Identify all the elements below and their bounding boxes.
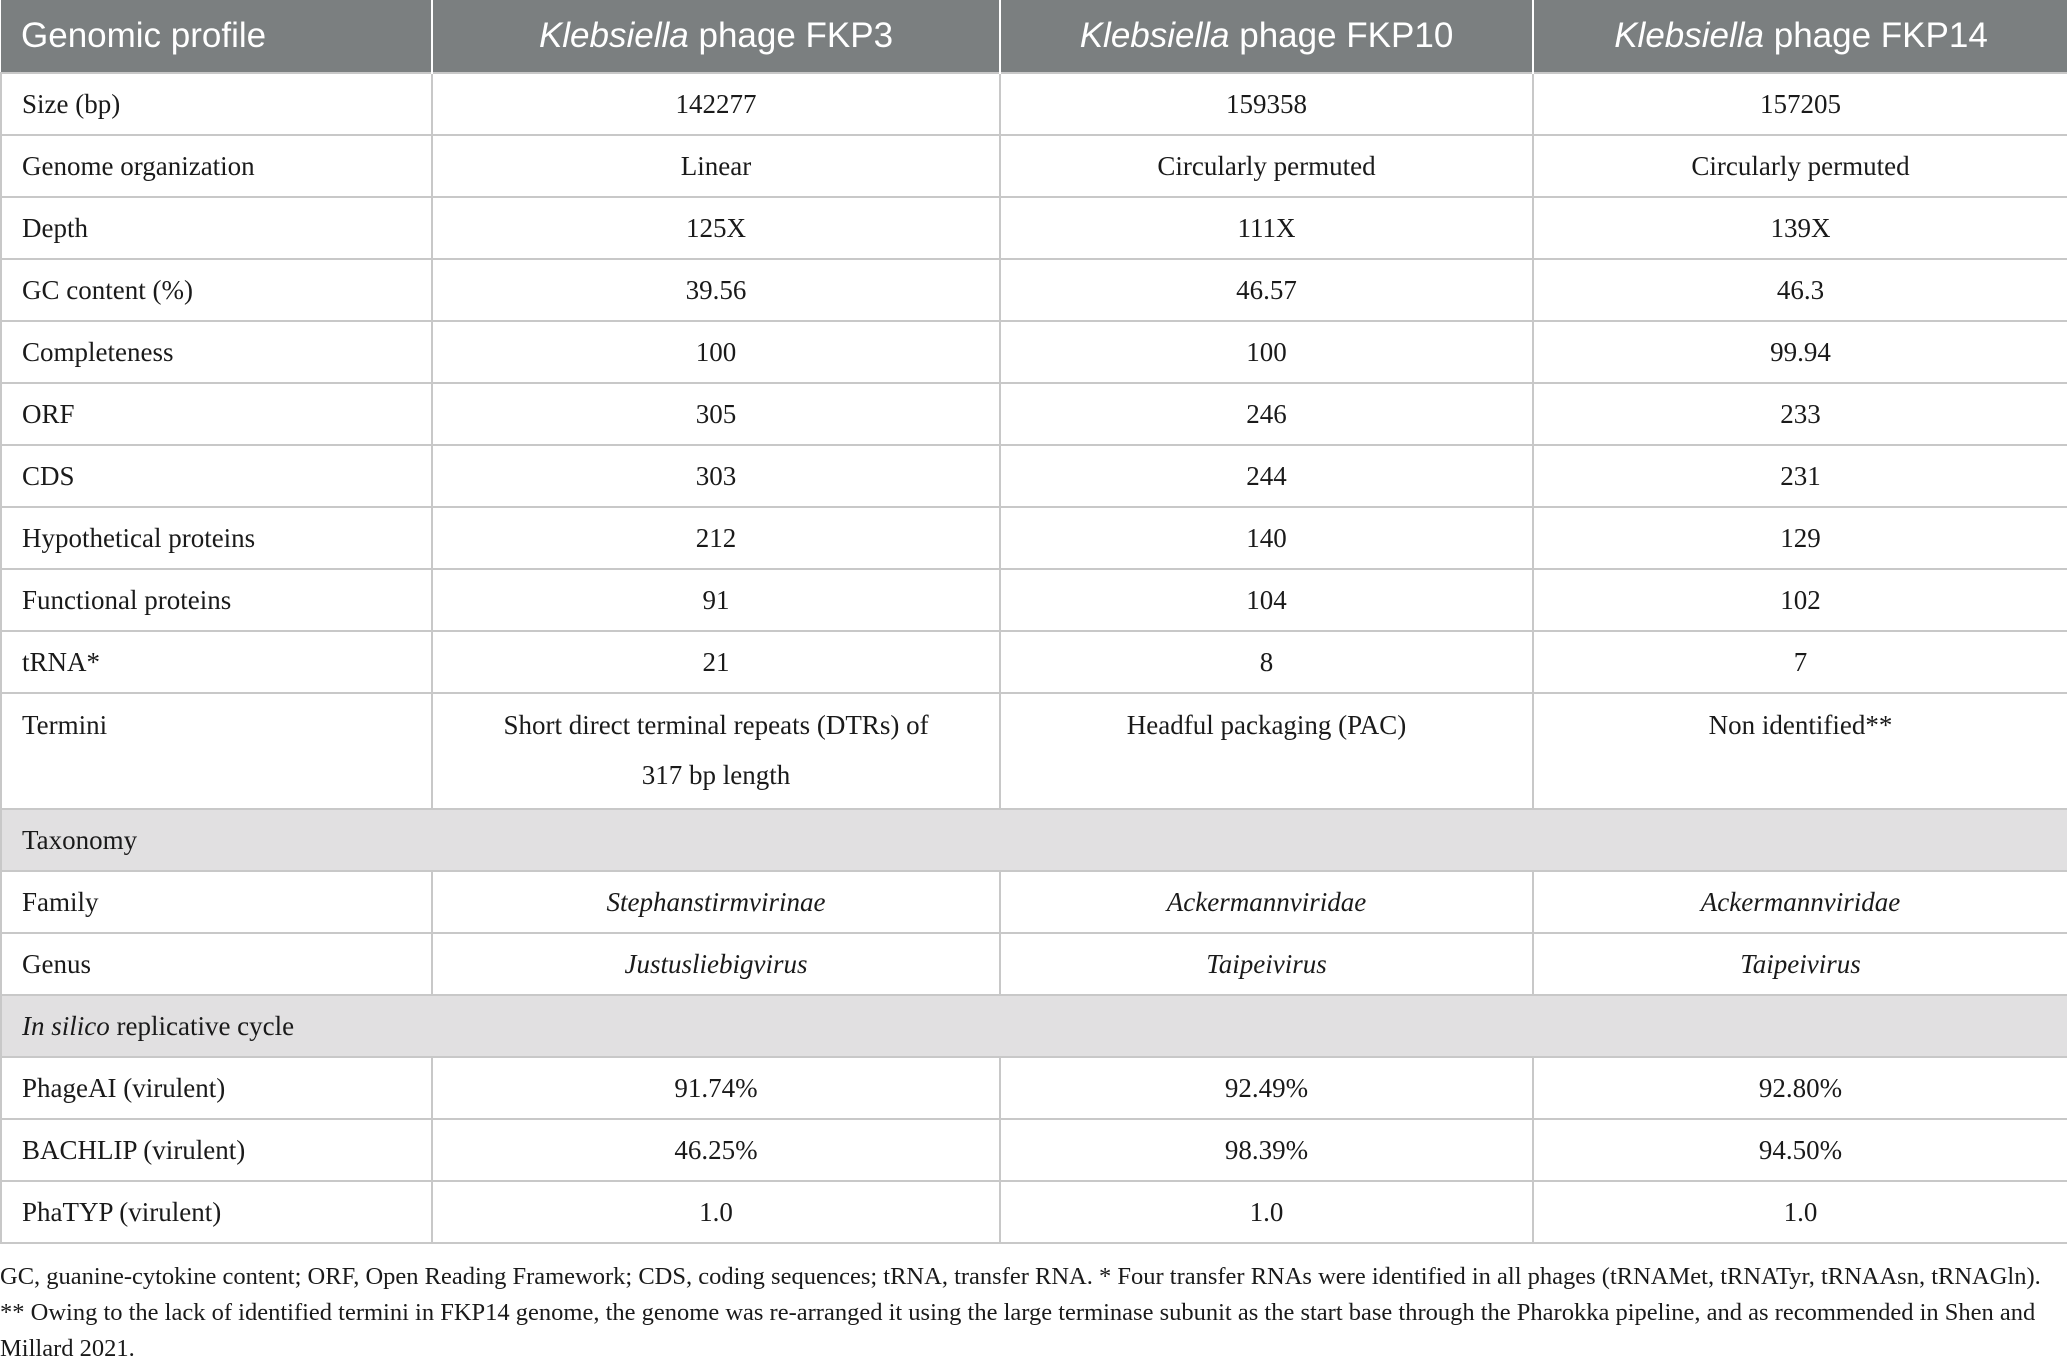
cell-fkp14: 1.0 xyxy=(1533,1181,2067,1243)
cell-fkp3 xyxy=(432,693,1000,809)
cell-fkp10: Ackermannviridae xyxy=(1000,871,1533,933)
cell-fkp3: Justusliebigvirus xyxy=(432,933,1000,995)
table-row xyxy=(1,933,2067,995)
header-fkp14 xyxy=(1533,0,2067,73)
header-fkp3 xyxy=(432,0,1000,73)
cell-fkp14: 7 xyxy=(1533,631,2067,693)
row-label: GC content (%) xyxy=(1,259,432,321)
cell-fkp14: 139X xyxy=(1533,197,2067,259)
table-footnote: GC, guanine-cytokine content; ORF, Open Reading Framework; CDS, coding sequences; tRNA, transfer RNA. * Four transfer RNAs were identified in all phages (tRNAMet, tRNATyr, tRNAAsn, tRNAGln). ** Owing to the lack of identified termini in FKP14 genome, the genome was re-arranged it using the large terminase subunit as the start base through the Pharokka pipeline, and as recommended in Shen and Millard 2021. xyxy=(0,1262,2041,1362)
section-label-rest: replicative cycle xyxy=(109,1010,295,1041)
cell-fkp3: 46.25% xyxy=(432,1119,1000,1181)
header-fkp3-genus: Klebsiella xyxy=(538,16,689,55)
cell-fkp14: 102 xyxy=(1533,569,2067,631)
row-label: PhageAI (virulent) xyxy=(1,1057,432,1119)
section-label: Taxonomy xyxy=(1,809,2067,871)
cell-fkp14: 233 xyxy=(1533,383,2067,445)
cell-fkp10: 1.0 xyxy=(1000,1181,1533,1243)
table-row xyxy=(1,383,2067,445)
cell-fkp14: Non identified** xyxy=(1533,693,2067,809)
cell-fkp10: 92.49% xyxy=(1000,1057,1533,1119)
cell-fkp3: Linear xyxy=(432,135,1000,197)
table-row xyxy=(1,445,2067,507)
cell-fkp14: 94.50% xyxy=(1533,1119,2067,1181)
section-label xyxy=(1,995,2067,1057)
section-label-italic: In silico xyxy=(22,1010,110,1041)
cell-fkp14: 99.94 xyxy=(1533,321,2067,383)
cell-fkp10: 104 xyxy=(1000,569,1533,631)
cell-fkp10: 246 xyxy=(1000,383,1533,445)
row-label: Size (bp) xyxy=(1,73,432,135)
cell-fkp10: 98.39% xyxy=(1000,1119,1533,1181)
header-fkp14-rest: phage FKP14 xyxy=(1764,16,1988,55)
termini-fkp3-line1: Short direct terminal repeats (DTRs) of xyxy=(503,710,929,740)
row-label: Family xyxy=(1,871,432,933)
row-label: Functional proteins xyxy=(1,569,432,631)
cell-fkp14: Circularly permuted xyxy=(1533,135,2067,197)
header-genomic-profile: Genomic profile xyxy=(1,0,432,73)
cell-fkp10: 46.57 xyxy=(1000,259,1533,321)
cell-fkp10: 111X xyxy=(1000,197,1533,259)
cell-fkp10: Headful packaging (PAC) xyxy=(1000,693,1533,809)
row-label: Genome organization xyxy=(1,135,432,197)
cell-fkp14: 92.80% xyxy=(1533,1057,2067,1119)
table-row xyxy=(1,871,2067,933)
header-fkp10-rest: phage FKP10 xyxy=(1229,16,1454,55)
table-row xyxy=(1,569,2067,631)
cell-fkp10: 159358 xyxy=(1000,73,1533,135)
table-row xyxy=(1,1057,2067,1119)
table-row xyxy=(1,1181,2067,1243)
cell-fkp10: 244 xyxy=(1000,445,1533,507)
table-row xyxy=(1,321,2067,383)
table-row xyxy=(1,631,2067,693)
header-fkp3-rest: phage FKP3 xyxy=(688,16,894,55)
row-label: Completeness xyxy=(1,321,432,383)
cell-fkp14: 157205 xyxy=(1533,73,2067,135)
cell-fkp14: Ackermannviridae xyxy=(1533,871,2067,933)
table-row xyxy=(1,1119,2067,1181)
header-fkp10 xyxy=(1000,0,1533,73)
row-label: CDS xyxy=(1,445,432,507)
cell-fkp3: 212 xyxy=(432,507,1000,569)
cell-fkp3: 125X xyxy=(432,197,1000,259)
cell-fkp3: 305 xyxy=(432,383,1000,445)
cell-fkp10: Circularly permuted xyxy=(1000,135,1533,197)
table-row xyxy=(1,197,2067,259)
table-header-row xyxy=(1,0,2067,73)
table-row xyxy=(1,507,2067,569)
cell-fkp14: 46.3 xyxy=(1533,259,2067,321)
table-row xyxy=(1,135,2067,197)
row-label: Termini xyxy=(1,693,432,809)
cell-fkp3: 1.0 xyxy=(432,1181,1000,1243)
header-fkp14-genus: Klebsiella xyxy=(1614,16,1765,55)
row-label: PhaTYP (virulent) xyxy=(1,1181,432,1243)
cell-fkp10: 100 xyxy=(1000,321,1533,383)
cell-fkp10: 8 xyxy=(1000,631,1533,693)
table-row xyxy=(1,259,2067,321)
cell-fkp10: Taipeivirus xyxy=(1000,933,1533,995)
row-label: Depth xyxy=(1,197,432,259)
cell-fkp14: 231 xyxy=(1533,445,2067,507)
cell-fkp10: 140 xyxy=(1000,507,1533,569)
cell-fkp3: 91.74% xyxy=(432,1057,1000,1119)
termini-fkp3-line2: 317 bp length xyxy=(641,760,791,790)
row-label: ORF xyxy=(1,383,432,445)
cell-fkp3: 100 xyxy=(432,321,1000,383)
table-row-termini xyxy=(1,693,2067,809)
cell-fkp3: 39.56 xyxy=(432,259,1000,321)
row-label: Hypothetical proteins xyxy=(1,507,432,569)
cell-fkp3: Stephanstirmvirinae xyxy=(432,871,1000,933)
section-row-taxonomy xyxy=(1,809,2067,871)
section-row-replicative-cycle xyxy=(1,995,2067,1057)
cell-fkp14: Taipeivirus xyxy=(1533,933,2067,995)
cell-fkp3: 21 xyxy=(432,631,1000,693)
cell-fkp3: 142277 xyxy=(432,73,1000,135)
cell-fkp3: 303 xyxy=(432,445,1000,507)
cell-fkp14: 129 xyxy=(1533,507,2067,569)
table-row xyxy=(1,73,2067,135)
header-fkp10-genus: Klebsiella xyxy=(1079,16,1230,55)
cell-fkp3: 91 xyxy=(432,569,1000,631)
row-label: Genus xyxy=(1,933,432,995)
row-label: tRNA* xyxy=(1,631,432,693)
row-label: BACHLIP (virulent) xyxy=(1,1119,432,1181)
